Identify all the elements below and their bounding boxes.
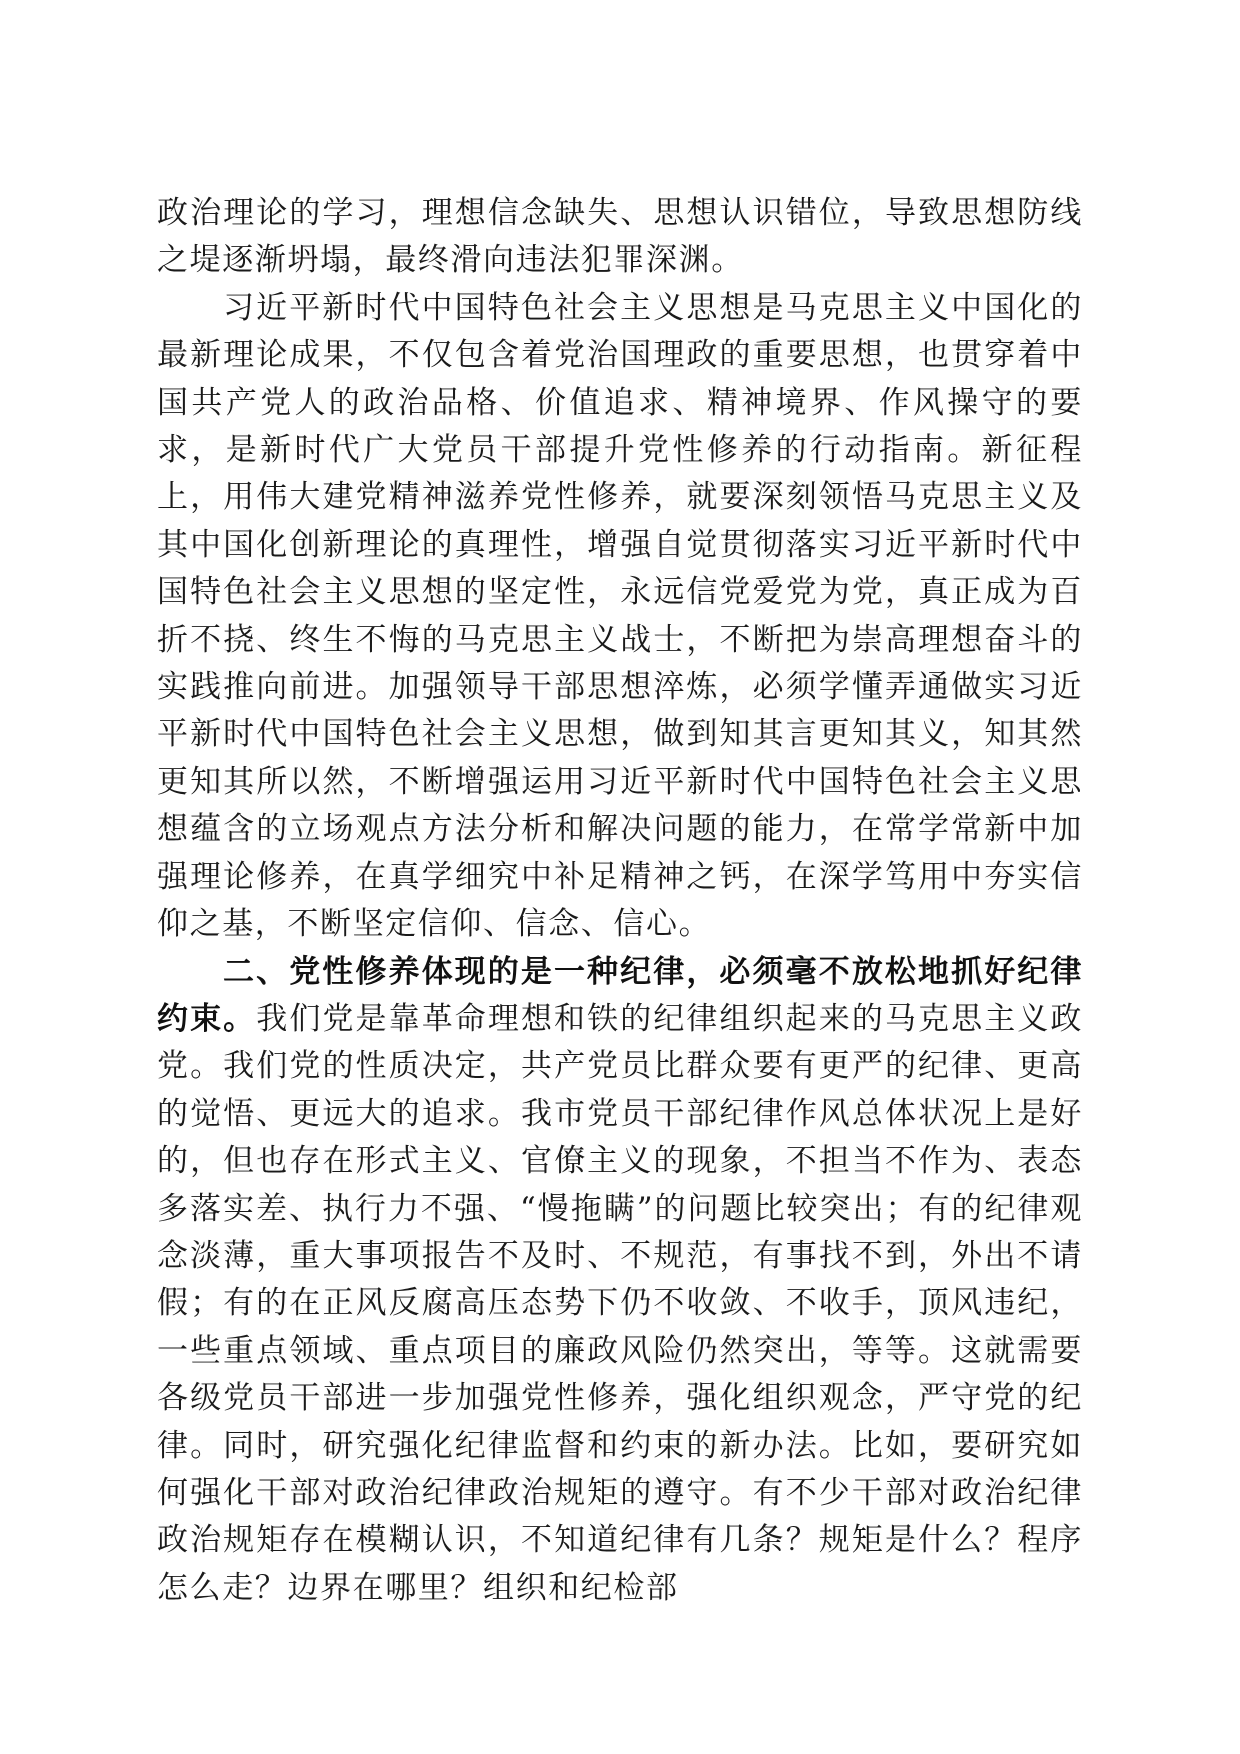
paragraph-discipline <box>157 949 1083 1613</box>
paragraph-text: 我们党是靠革命理想和铁的纪律组织起来的马克思主义政党。我们党的性质决定，共产党员比群众要有更严的纪律、更高的觉悟、更远大的追求。我市党员干部纪律作风总体状况上是好的，但也存在形式主义、官僚主义的现象，不担当不作为、表态多落实差、执行力不强、“慢拖瞒”的问题比较突出；有的纪律观念淡薄，重大事项报告不及时、不规范，有事找不到，外出不请假；有的在正风反腐高压态势下仍不收敛、不收手，顶风违纪，一些重点领域、重点项目的廉政风险仍然突出，等等。这就需要各级党员干部进一步加强党性修养，强化组织观念，严守党的纪律。同时，研究强化纪律监督和约束的新办法。比如，要研究如何强化干部对政治纪律政治规矩的遵守。有不少干部对政治纪律政治规矩存在模糊认识，不知道纪律有几条？规矩是什么？程序怎么走？边界在哪里？组织和纪检部 <box>157 1000 1083 1606</box>
paragraph-continuation <box>157 190 1083 285</box>
paragraph-text: 习近平新时代中国特色社会主义思想是马克思主义中国化的最新理论成果，不仅包含着党治国理政的重要思想，也贯穿着中国共产党人的政治品格、价值追求、精神境界、作风操守的要求，是新时代广大党员干部提升党性修养的行动指南。新征程上，用伟大建党精神滋养党性修养，就要深刻领悟马克思主义及其中国化创新理论的真理性，增强自觉贯彻落实习近平新时代中国特色社会主义思想的坚定性，永远信党爱党为党，真正成为百折不挠、终生不悔的马克思主义战士，不断把为崇高理想奋斗的实践推向前进。加强领导干部思想淬炼，必须学懂弄通做实习近平新时代中国特色社会主义思想，做到知其言更知其义，知其然更知其所以然，不断增强运用习近平新时代中国特色社会主义思想蕴含的立场观点方法分析和解决问题的能力，在常学常新中加强理论修养，在真学细究中补足精神之钙，在深学笃用中夯实信仰之基，不断坚定信仰、信念、信心。 <box>157 289 1083 943</box>
paragraph-xi-thought <box>157 285 1083 949</box>
paragraph-text: 政治理论的学习，理想信念缺失、思想认识错位，导致思想防线之堤逐渐坍塌，最终滑向违法犯罪深渊。 <box>157 195 1083 279</box>
section-heading: 二、党性修养体现的是一种纪律，必须毫不放松地抓好纪律约束。 <box>157 953 1083 1037</box>
document-page <box>157 190 1083 1612</box>
